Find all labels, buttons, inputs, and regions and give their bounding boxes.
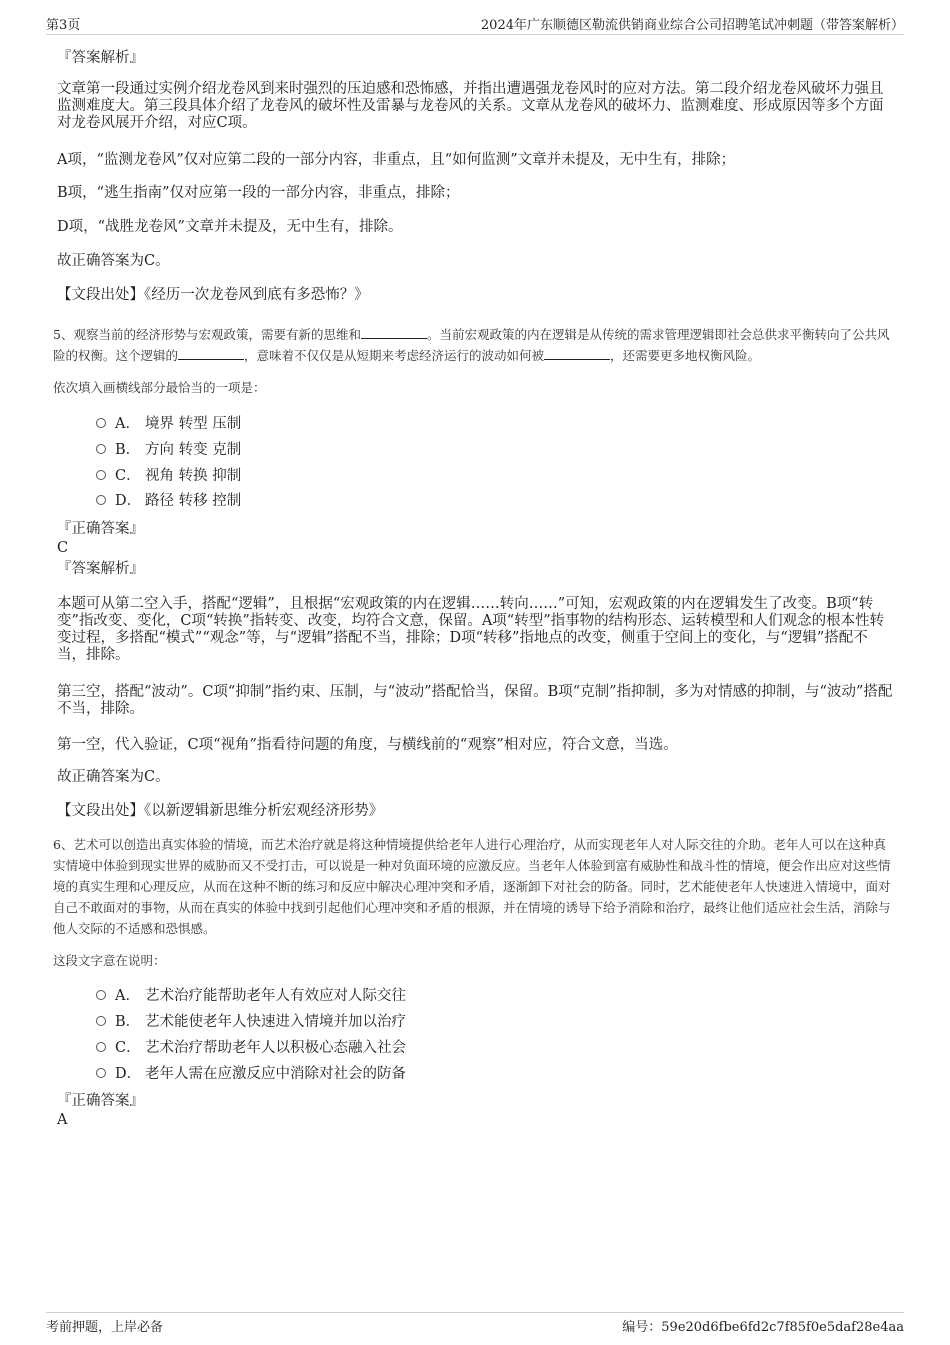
q6-prompt: 这段文字意在说明： bbox=[53, 953, 166, 968]
radio-icon[interactable] bbox=[96, 418, 106, 428]
page-header bbox=[46, 12, 904, 35]
q5-stem-part: ，还需要更多地权衡风险。 bbox=[610, 348, 761, 363]
q6-stem: 6、艺术可以创造出真实体验的情境，而艺术治疗就是将这种情境提供给老年人进行心理治疗，从而实现老年人对人际交往的介助。老年人可以在这种真实情境中体验到现实世界的威胁而又不受打击，可以说是一种对负面环境的应激反应。当老年人体验到富有威胁性和战斗性的情境，便会作出应对这些情境的真实生理和心理反应，从而在这种不断的练习和反应中解决心理冲突和矛盾，逐渐卸下对社会的防备。同时，艺术能使老年人快速进入情境中，面对自己不敢面对的事物，从而在真实的体验中找到引起他们心理冲突和矛盾的根源，并在情境的诱导下给予消除和治疗，最终让他们适应社会生活，消除与他人交际的不适感和恐惧感。 bbox=[53, 837, 891, 936]
radio-icon[interactable] bbox=[96, 1068, 106, 1078]
q5-analysis-paragraph-3: 第一空，代入验证，C项“视角”指看待问题的角度，与横线前的“观察”相对应，符合文意，当选。 bbox=[57, 737, 678, 753]
radio-icon[interactable] bbox=[96, 444, 106, 454]
q5-prompt: 依次填入画横线部分最恰当的一项是： bbox=[53, 380, 266, 395]
q4-conclusion: 故正确答案为C。 bbox=[57, 253, 170, 269]
q5-option-d[interactable]: D． 路径 转移 控制 bbox=[96, 491, 241, 511]
document-title: 2024年广东顺德区勒流供销商业综合公司招聘笔试冲刺题（带答案解析） bbox=[480, 18, 904, 33]
q4-analysis-option-d: D项，“战胜龙卷风”文章并未提及，无中生有，排除。 bbox=[57, 219, 403, 235]
q5-stem-part: 5、观察当前的经济形势与宏观政策，需要有新的思维和 bbox=[53, 327, 361, 342]
radio-icon[interactable] bbox=[96, 1042, 106, 1052]
q4-analysis-option-a: A项，“监测龙卷风”仅对应第二段的一部分内容，非重点，且“如何监测”文章并未提及，无中生有，排除； bbox=[57, 152, 736, 168]
q6-option-a[interactable]: A． 艺术治疗能帮助老年人有效应对人际交往 bbox=[96, 986, 406, 1006]
q5-analysis-heading: 『答案解析』 bbox=[57, 561, 144, 577]
radio-icon[interactable] bbox=[96, 990, 106, 1000]
q5-option-c[interactable]: C． 视角 转换 抑制 bbox=[96, 466, 241, 486]
radio-icon[interactable] bbox=[96, 1016, 106, 1026]
blank-line bbox=[178, 349, 244, 360]
document-code: 编号：59e20d6fbe6fd2c7f85f0e5daf28e4aa bbox=[622, 1320, 904, 1335]
q6-option-d[interactable]: D． 老年人需在应激反应中消除对社会的防备 bbox=[96, 1064, 406, 1084]
q4-analysis-paragraph: 文章第一段通过实例介绍龙卷风到来时强烈的压迫感和恐怖感，并指出遭遇强龙卷风时的应对方法。第二段介绍龙卷风破坏力强且监测难度大。第三段具体介绍了龙卷风的破坏性及雷暴与龙卷风的关系。文章从龙卷风的破坏力、监测难度、形成原因等多个方面对龙卷风展开介绍，对应C项。 bbox=[57, 81, 884, 131]
q6-option-c[interactable]: C． 艺术治疗帮助老年人以积极心态融入社会 bbox=[96, 1038, 406, 1058]
q5-answer: C bbox=[57, 540, 69, 556]
page-number: 第3页 bbox=[46, 18, 81, 33]
footer-slogan: 考前押题，上岸必备 bbox=[46, 1320, 164, 1335]
q4-analysis-option-b: B项，“逃生指南”仅对应第一段的一部分内容，非重点，排除； bbox=[57, 185, 460, 201]
radio-icon[interactable] bbox=[96, 495, 106, 505]
page-footer bbox=[46, 1312, 904, 1335]
q5-stem-part: ，意味着不仅仅是从短期来考虑经济运行的波动如何被 bbox=[244, 348, 545, 363]
q5-answer-heading: 『正确答案』 bbox=[57, 521, 144, 537]
q5-conclusion: 故正确答案为C。 bbox=[57, 769, 170, 785]
q5-analysis-paragraph-2: 第三空，搭配“波动”。C项“抑制”指约束、压制，与“波动”搭配恰当，保留。B项“克制”指抑制，多为对情感的抑制，与“波动”搭配不当，排除。 bbox=[57, 684, 893, 717]
q4-source: 【文段出处】《经历一次龙卷风到底有多恐怖？》 bbox=[57, 287, 369, 303]
q6-answer: A bbox=[57, 1112, 68, 1128]
radio-icon[interactable] bbox=[96, 470, 106, 480]
q5-option-b[interactable]: B． 方向 转变 克制 bbox=[96, 440, 241, 460]
q6-option-b[interactable]: B． 艺术能使老年人快速进入情境并加以治疗 bbox=[96, 1012, 406, 1032]
q5-analysis-paragraph-1: 本题可从第二空入手，搭配“逻辑”，且根据“宏观政策的内在逻辑……转向……”可知，宏观政策的内在逻辑发生了改变。B项“转变”指改变、变化，C项“转换”指转变、改变，均符合文意，保留。A项“转型”指事物的结构形态、运转模型和人们观念的根本性转变过程，多搭配“模式”“观念”等，与“逻辑”搭配不当，排除；D项“转移”指地点的改变，侧重于空间上的变化，与“逻辑”搭配不当，排除。 bbox=[57, 596, 885, 663]
q5-stem-part: 。当前宏观政策的内在逻辑是从传统的需求管理逻辑即社会总供求平衡转向了公共风险的权衡。这个逻辑的 bbox=[53, 327, 890, 363]
q5-stem bbox=[53, 324, 898, 366]
blank-line bbox=[544, 349, 610, 360]
blank-line bbox=[361, 328, 427, 339]
q5-source: 【文段出处】《以新逻辑新思维分析宏观经济形势》 bbox=[57, 803, 384, 819]
q6-answer-heading: 『正确答案』 bbox=[57, 1093, 144, 1109]
q5-option-a[interactable]: A． 境界 转型 压制 bbox=[96, 414, 241, 434]
q4-analysis-heading: 『答案解析』 bbox=[57, 50, 144, 66]
